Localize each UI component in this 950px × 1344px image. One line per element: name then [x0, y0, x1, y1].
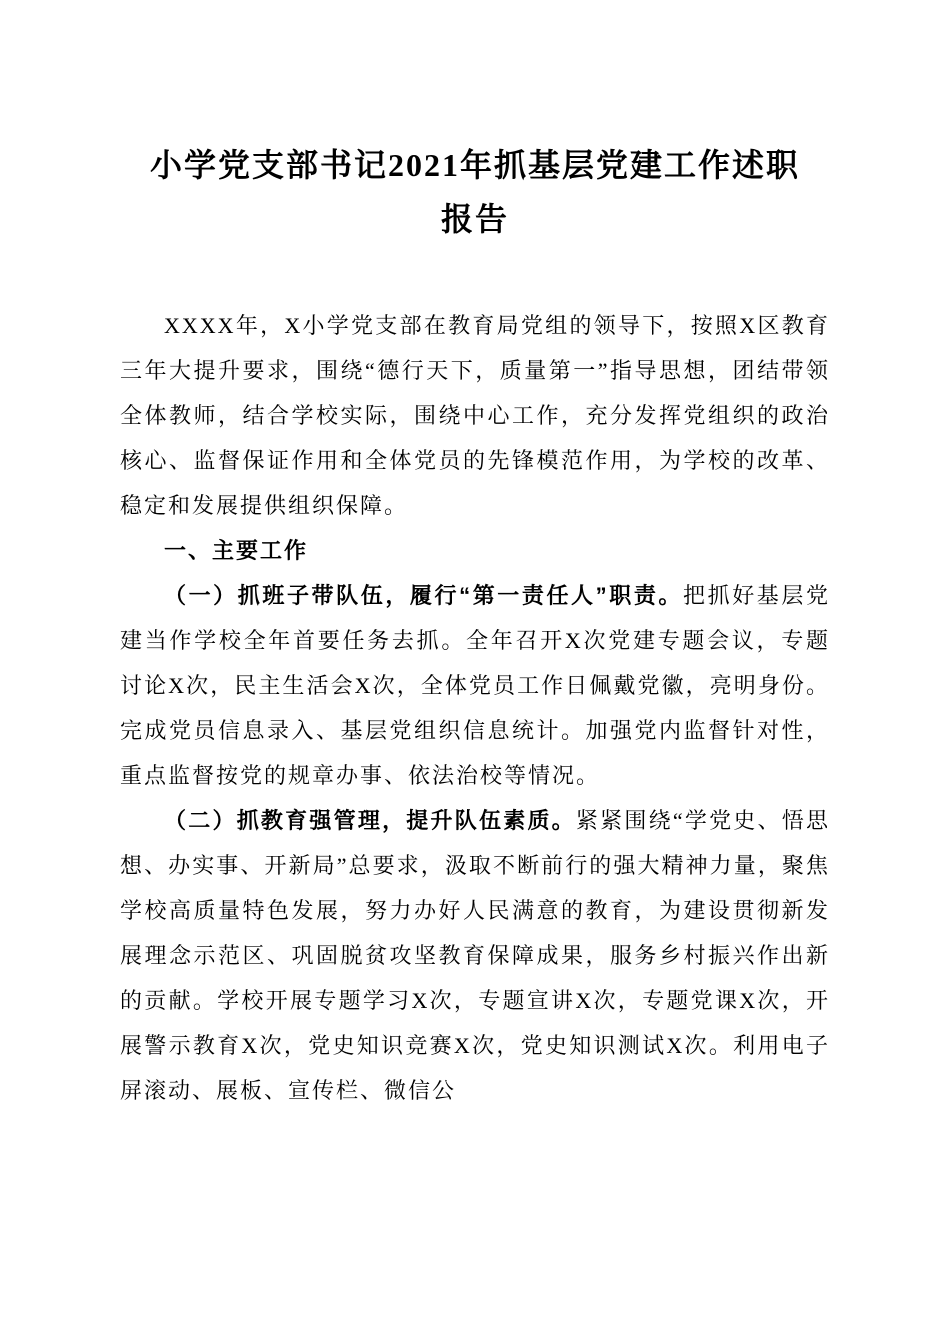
document-title-line-2: 报告 — [440, 201, 509, 238]
intro-paragraph: XXXX年，X小学党支部在教育局党组的领导下，按照X区教育三年大提升要求，围绕“德行天下，质量第一”指导思想，团结带领全体教师，结合学校实际，围绕中心工作，充分发挥党组织的政治核心、监督保证作用和全体党员的先锋模范作用，为学校的改革、稳定和发展提供组织保障。 — [120, 312, 830, 518]
item-1-lead: （一）抓班子带队伍，履行“第一责任人”职责。 — [164, 582, 684, 608]
item-2-lead: （二）抓教育强管理，提升队伍素质。 — [164, 807, 576, 833]
section-heading-main-work: 一、主要工作 — [164, 537, 309, 563]
item-2-body: 紧紧围绕“学党史、悟思想、办实事、开新局”总要求，汲取不断前行的强大精神力量，聚焦学校高质量特色发展，努力办好人民满意的教育，为建设贯彻新发展理念示范区、巩固脱贫攻坚教育保障成果，服务乡村振兴作出新的贡献。学校开展专题学习X次，专题宣讲X次，专题党课X次，开展警示教育X次，党史知识竞赛X次，党史知识测试X次。利用电子屏滚动、展板、宣传栏、微信公 — [120, 807, 830, 1103]
item-1-body: 把抓好基层党建当作学校全年首要任务去抓。全年召开X次党建专题会议，专题讨论X次，民主生活会X次，全体党员工作日佩戴党徽，亮明身份。完成党员信息录入、基层党组织信息统计。加强党内监督针对性，重点监督按党的规章办事、依法治校等情况。 — [120, 582, 830, 788]
item-paragraph-2 — [120, 798, 830, 1113]
document-title-line-1: 小学党支部书记2021年抓基层党建工作述职 — [149, 147, 800, 183]
item-paragraph-1 — [120, 573, 830, 798]
document-title — [120, 138, 830, 247]
